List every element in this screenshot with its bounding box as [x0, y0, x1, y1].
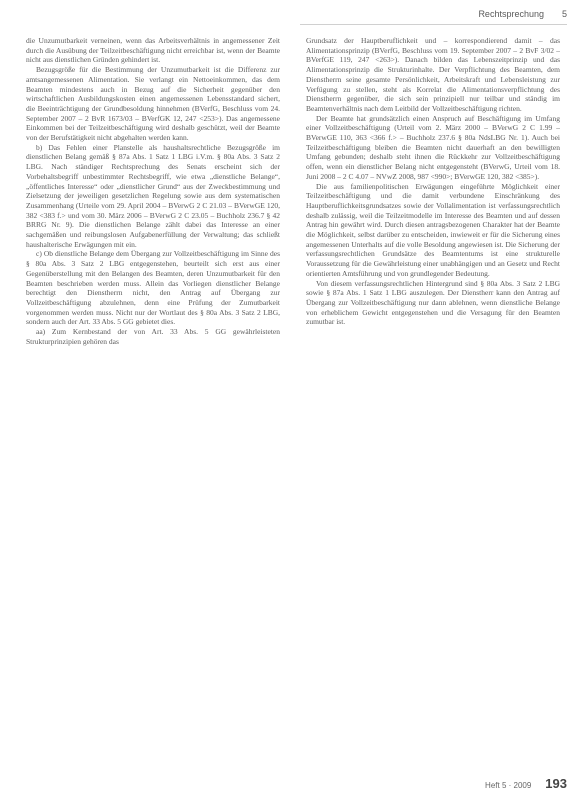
right-column — [306, 36, 560, 766]
paragraph: Grundsatz der Hauptberuflichkeit und – korrespondierend damit – das Alimentationsprinzip (BVerfG, Beschluss vom 19. September 2007 – 2 BvF 3/02 – BVerfGE 119, 247 <263>). Danach bilden das Lebenszeitprinzip und das Alimentationsprinzip die Strukturinhalte. Der Verpflichtung des Beamten, dem Dienstherrn seine gesamte Persönlichkeit, Arbeitskraft und Lebensleistung zur Verfügung zu stellen, steht als Korrelat die Alimentationsverpflichtung des Dienstherrn gegenüber, die sich sein prinzipiell nur teilbar und ständig im Beamtenverhältnis nach dem Leitbild der Vollzeitbeschäftigung richten. — [306, 36, 560, 113]
paragraph: Von diesem verfassungsrechtlichen Hintergrund sind § 80a Abs. 3 Satz 2 LBG sowie § 87a Abs. 1 Satz 1 LBG auszulegen. Der Dienstherr kann den Antrag auf Übergang zur Vollzeitbeschäftigung nur dann ablehnen, wenn dienstliche Belange von erheblichem Gewicht entgegenstehen und die Versagung für den Beamten zumutbar ist. — [306, 278, 560, 327]
issue-label: Heft 5 · 2009 — [485, 781, 532, 790]
left-column — [26, 36, 280, 766]
paragraph: Bezugsgröße für die Bestimmung der Unzumutbarkeit ist die Differenz zur amtsangemessenen Alimentation. Sie verlangt ein Nettoeinkommen, das dem Beamten mindestens auch in Bezug auf die Sicherheit gegenüber den wirtschaftlichen Ausbildungskosten einen angemessenen Lebensstandard sichert, die Beeinträchtigung der Grundbesoldung hinnehmen (BVerfG, Beschluss vom 24. September 2007 – 2 BvR 1673/03 – BVerfGK 12, 247 <253>). Das angemessene Einkommen bei der Teilzeitbeschäftigung wird deshalb geschützt, weil der Beamte von der Berufstätigkeit nicht abgehalten werden kann. — [26, 65, 280, 143]
page-footer — [485, 776, 567, 791]
header-rule — [300, 24, 567, 25]
page-number: 193 — [545, 776, 567, 791]
paragraph: Der Beamte hat grundsätzlich einen Anspruch auf Beschäftigung im Umfang einer Vollzeitbeschäftigung (Urteil vom 2. März 2000 – BVerwG 2 C 1.99 – BVerwGE 110, 363 <366 f.> – Buchholz 237.6 § 80a NdsLBG Nr. 1). Auch bei Teilzeitbeschäftigung bleiben die Beamten nicht dauerhaft an den bewilligten Umfang gebunden; deshalb steht ihnen die Rückkehr zur Vollzeitbeschäftigung offen, wenn ein dienstlicher Belang nicht entgegensteht (BVerwG, Urteil vom 18. Juni 2008 – 2 C 4.07 – NVwZ 2008, 987 <990>; BVerwGE 120, 382 <385>). — [306, 113, 560, 181]
paragraph: c) Ob dienstliche Belange dem Übergang zur Vollzeitbeschäftigung im Sinne des § 80a Abs. 3 Satz 2 LBG entgegenstehen, beurteilt sich erst aus einer Gegenüberstellung mit den Belangen des Beamten, deren Unzumutbarkeit für den Beamten beschrieben werden muss. Allein das Vorliegen dienstlicher Belange berechtigt den Dienstherrn nicht, den Antrag auf Übergang zur Vollzeitbeschäftigung abzulehnen, denn eine Prüfung der Zumutbarkeit vorgenommen werden muss. Nicht nur der Wortlaut des § 80a Abs. 3 Satz 2 LBG, sondern auch der Art. 33 Abs. 5 GG gebietet dies. — [26, 249, 280, 327]
section-title: Rechtsprechung — [478, 9, 544, 19]
paragraph: Die aus familienpolitischen Erwägungen eingeführte Möglichkeit einer Teilzeitbeschäftigung und die damit verbundene Einschränkung des Hauptberuflichkeitsgrundsatzes sowie der Vollalimentation ist verfassungsrechtlich deshalb zulässig, weil die Teilzeitmodelle im Interesse des Beamten und auf dessen Antrag hin gewährt wird. Durch diesen antragsbezogenen Charakter hat der Beamte die Möglichkeit, selbst darüber zu entscheiden, inwieweit er für die Sicherung eines angemessenen Unterhalts auf die volle Besoldung angewiesen ist. Die Sicherung der verfassungsrechtlichen Grundsätze des Beamtentums ist eine strukturelle Voraussetzung für die Gewährleistung einer unabhängigen und an Gesetz und Recht orientierten Amtsführung und von grundlegender Bedeutung. — [306, 181, 560, 278]
paragraph: b) Das Fehlen einer Planstelle als haushaltsrechtliche Bezugsgröße im dienstlichen Belang gemäß § 87a Abs. 1 Satz 1 LBG i.V.m. § 80a Abs. 3 Satz 2 LBG. Nach ständiger Rechtsprechung des Senats erscheint sich der Vorbehaltsbegriff unbestimmter Rechtsbegriff, wie etwa „dienstliche Belange“, „öffentliches Interesse“ oder „dienstlicher Grund“ aus der Zweckbestimmung und Zielsetzung der jeweiligen gesetzlichen Regelung sowie aus dem systematischen Zusammenhang (Urteile vom 29. April 2004 – BVerwG 2 C 21.03 – BVerwGE 120, 382 <383 f.> und vom 30. März 2006 – BVerwG 2 C 23.05 – Buchholz 236.7 § 42 BRRG Nr. 9). Die dienstlichen Belange zählt dabei das Interesse an einer sachgemäßen und reibungslosen Aufgabenerfüllung der Verwaltung; das schließt haushalterische Erwägungen mit ein. — [26, 142, 280, 249]
paragraph: die Unzumutbarkeit verneinen, wenn das Arbeitsverhältnis in angemessener Zeit durch die Ausübung der Teilzeitbeschäftigung nicht erreichbar ist, wenn der Beamte nicht aus dienstlichen Gründen gehindert ist. — [26, 36, 280, 65]
running-header — [300, 6, 567, 22]
page-marker: 5 — [561, 9, 567, 19]
paragraph: aa) Zum Kernbestand der von Art. 33 Abs. 5 GG gewährleisteten Strukturprinzipien gehören das — [26, 327, 280, 346]
